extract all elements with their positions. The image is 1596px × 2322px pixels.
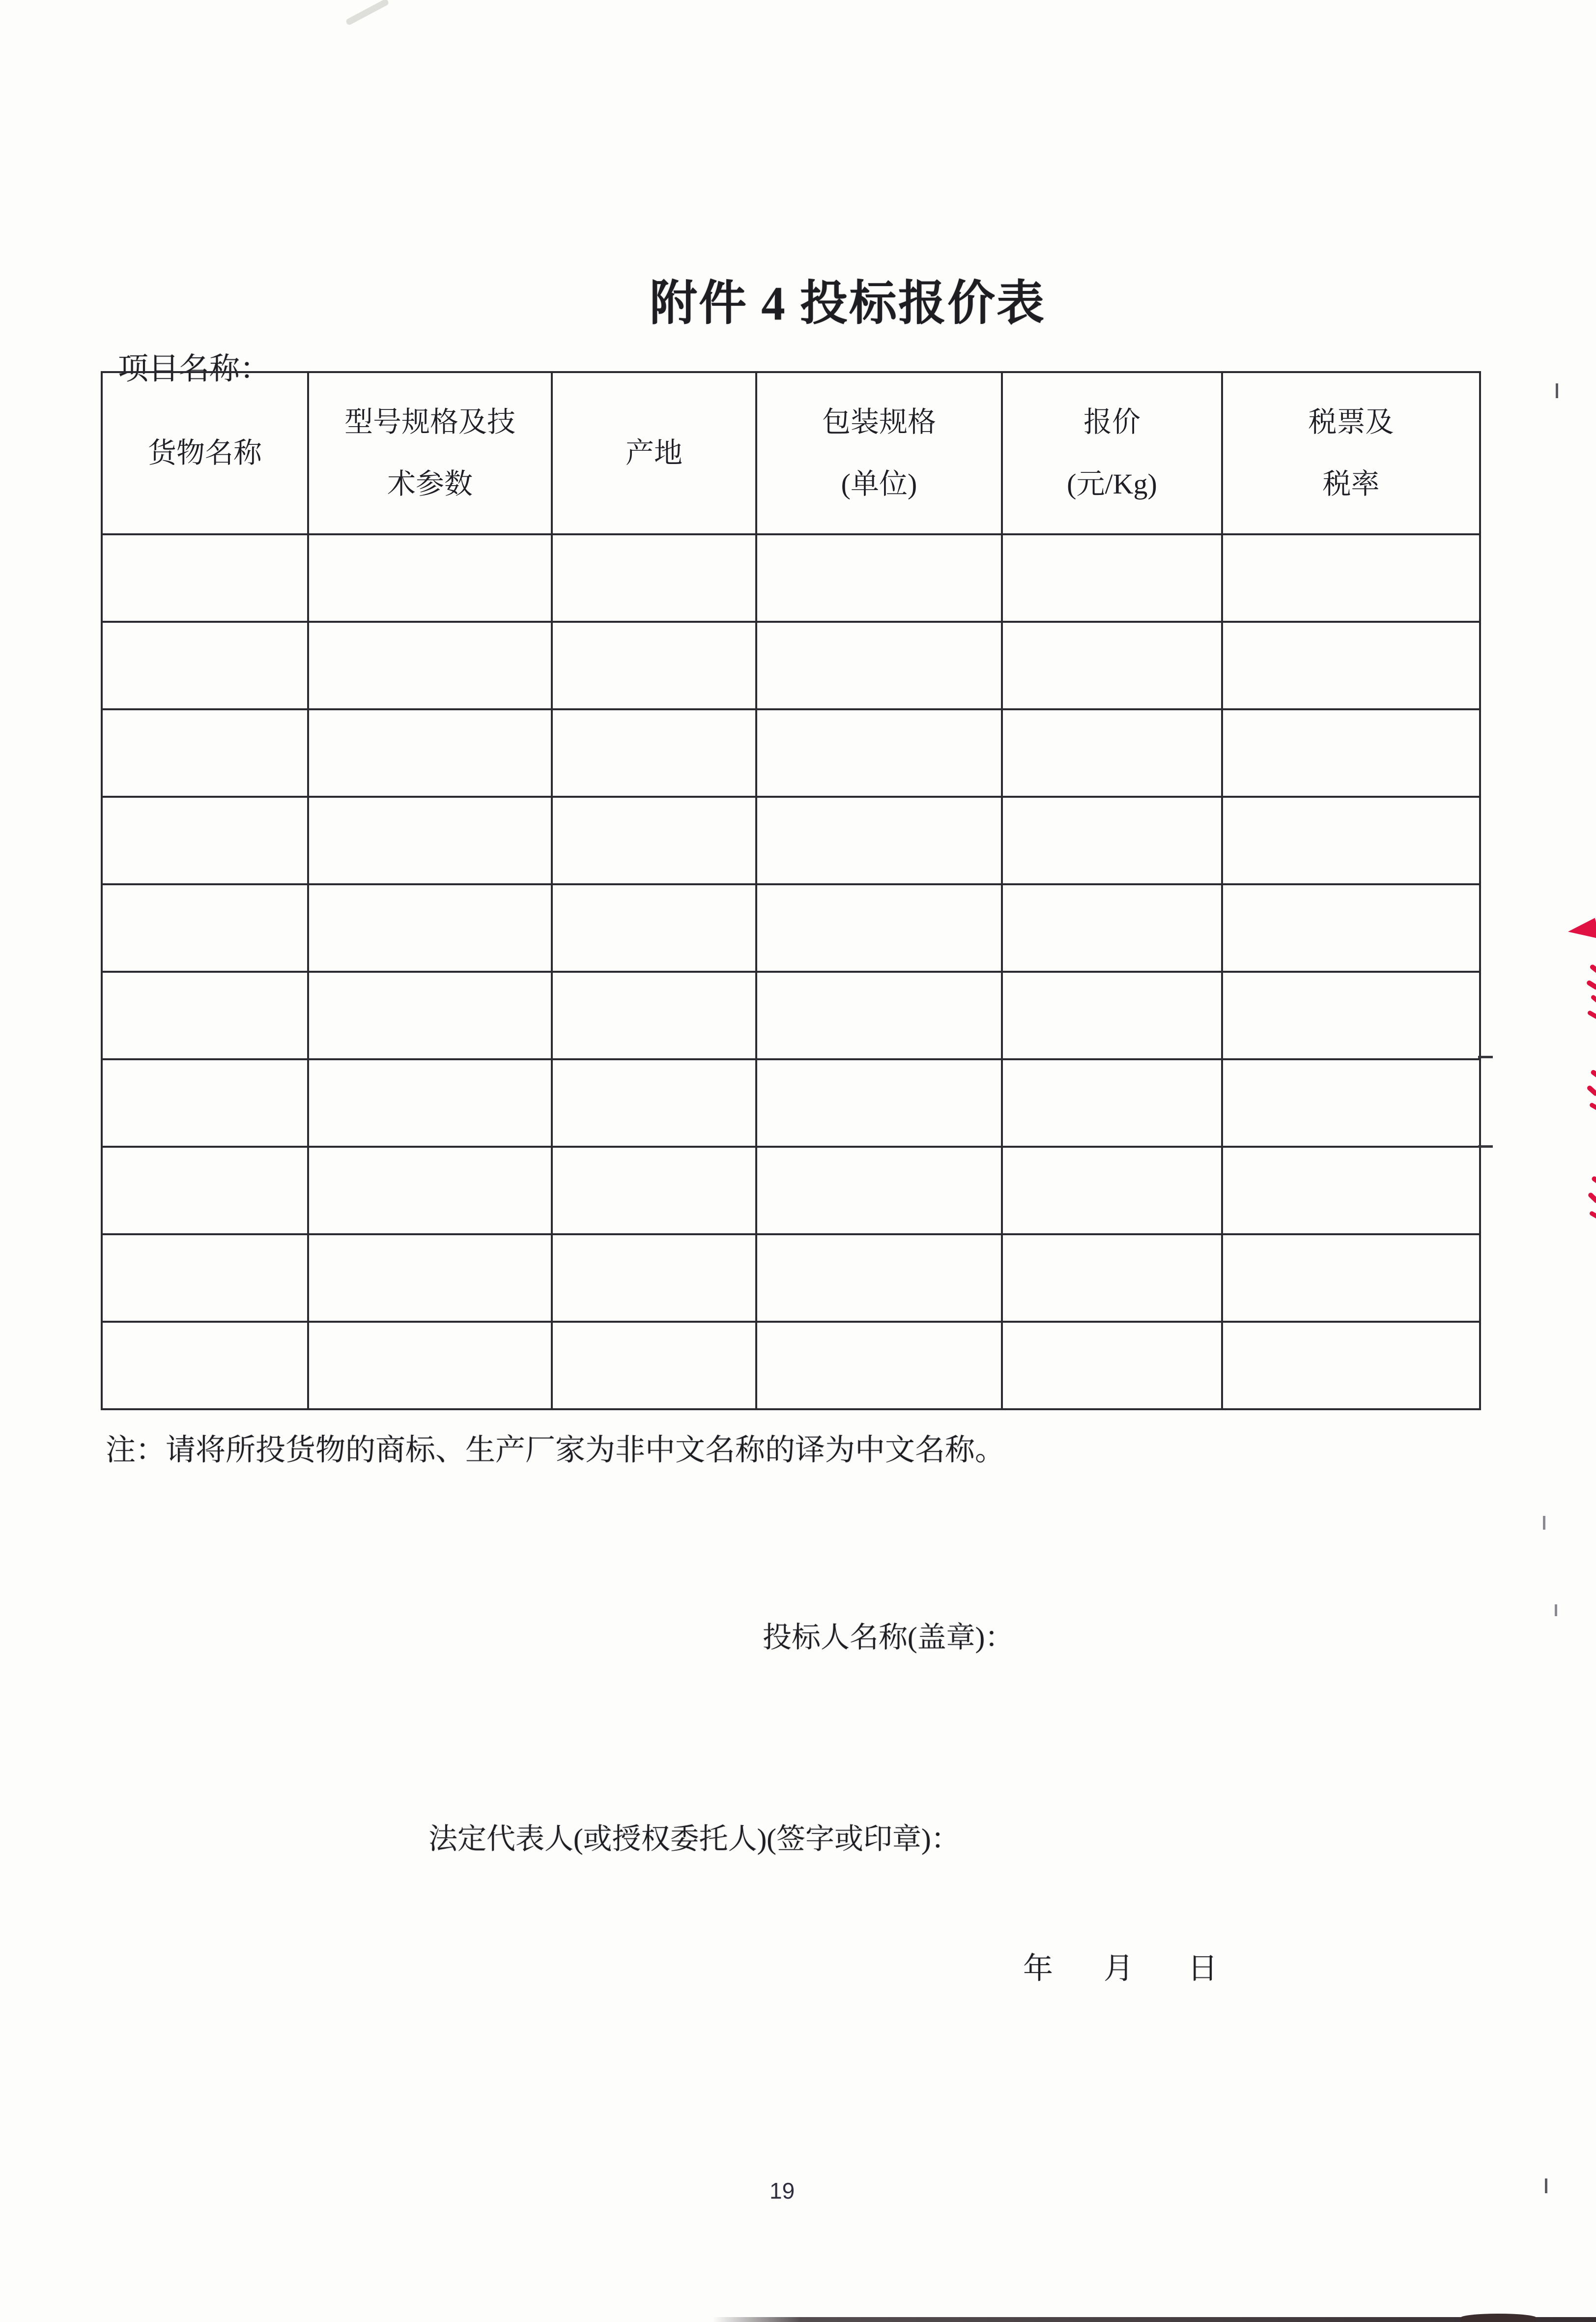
empty-cell [308, 622, 552, 709]
table-row [102, 884, 1480, 972]
red-ink-stroke [1586, 980, 1596, 990]
red-ink-stroke [1587, 1191, 1596, 1204]
legal-representative-label: 法定代表人(或授权委托人)(签字或印章)： [428, 1823, 960, 1855]
empty-cell [552, 972, 756, 1059]
empty-cell [308, 1059, 552, 1147]
empty-cell [102, 1147, 308, 1234]
empty-cell [756, 1147, 1002, 1234]
red-ink-stroke [1587, 1010, 1596, 1020]
empty-cell [1222, 884, 1480, 972]
scan-tick-artifact [1555, 1604, 1557, 1616]
table-header-packaging [756, 372, 1002, 534]
scan-bottom-edge-bump [1460, 2314, 1537, 2322]
header-line: 税票及 [1308, 406, 1394, 438]
empty-cell [552, 622, 756, 709]
empty-cell [1222, 534, 1480, 622]
date-month-label: 月 [1104, 1952, 1134, 1985]
scan-tick-artifact [1556, 383, 1558, 398]
empty-cell [756, 622, 1002, 709]
empty-cell [1222, 972, 1480, 1059]
bid-price-table [101, 371, 1481, 1410]
project-name-label: 项目名称： [118, 352, 271, 386]
empty-cell [1222, 622, 1480, 709]
empty-cell [308, 534, 552, 622]
empty-cell [102, 709, 308, 797]
table-header-goods-name [102, 372, 308, 534]
empty-cell [102, 797, 308, 884]
empty-cell [1222, 1234, 1480, 1322]
table-row [102, 622, 1480, 709]
table-header-tax [1222, 372, 1480, 534]
empty-cell [102, 1322, 308, 1409]
date-day-label: 日 [1188, 1952, 1218, 1985]
red-ink-arrow-artifact [1567, 918, 1596, 946]
empty-cell [1002, 1059, 1222, 1147]
note-text: 注：请将所投货物的商标、生产厂家为非中文名称的译为中文名称。 [106, 1434, 1005, 1467]
table-header-row [102, 372, 1480, 534]
empty-cell [308, 1322, 552, 1409]
empty-cell [756, 884, 1002, 972]
scan-tick-artifact [1545, 2178, 1547, 2193]
empty-cell [552, 1234, 756, 1322]
table-line-overhang [1478, 1145, 1493, 1148]
empty-cell [756, 709, 1002, 797]
empty-cell [1002, 1322, 1222, 1409]
empty-cell [308, 709, 552, 797]
empty-cell [308, 884, 552, 972]
empty-cell [1002, 972, 1222, 1059]
scan-smudge-artifact [345, 0, 390, 26]
empty-cell [1002, 709, 1222, 797]
empty-cell [1002, 1234, 1222, 1322]
page-title: 附件 4 投标报价表 [650, 277, 1046, 330]
empty-cell [552, 1147, 756, 1234]
red-ink-stroke [1589, 1102, 1596, 1112]
header-line: 包装规格 [822, 406, 936, 438]
date-line [1023, 1945, 1218, 1987]
empty-cell [102, 972, 308, 1059]
header-line: 型号规格及技 [344, 406, 515, 438]
red-ink-stroke [1589, 1211, 1596, 1220]
empty-cell [1222, 797, 1480, 884]
red-ink-stroke [1589, 963, 1596, 976]
table-row [102, 1147, 1480, 1234]
empty-cell [756, 534, 1002, 622]
empty-cell [1222, 709, 1480, 797]
table-line-overhang [1478, 1056, 1493, 1058]
empty-cell [308, 1234, 552, 1322]
empty-cell [552, 1322, 756, 1409]
empty-cell [102, 622, 308, 709]
empty-cell [552, 534, 756, 622]
header-line: (单位) [841, 468, 917, 500]
table-row [102, 534, 1480, 622]
bidder-name-label: 投标人名称(盖章)： [763, 1621, 1014, 1654]
empty-cell [1002, 534, 1222, 622]
empty-cell [1002, 622, 1222, 709]
empty-cell [756, 1322, 1002, 1409]
header-line: 货物名称 [147, 437, 262, 469]
empty-cell [552, 709, 756, 797]
empty-cell [756, 1234, 1002, 1322]
red-ink-stroke [1586, 1085, 1596, 1097]
page-number: 19 [770, 2178, 795, 2204]
empty-cell [552, 1059, 756, 1147]
header-line: 术参数 [387, 468, 473, 500]
empty-cell [1222, 1147, 1480, 1234]
empty-cell [1002, 797, 1222, 884]
table-header-model-specs [308, 372, 552, 534]
empty-cell [756, 1059, 1002, 1147]
empty-cell [1002, 884, 1222, 972]
red-ink-stroke [1590, 994, 1596, 1006]
scan-tick-artifact [1543, 1516, 1545, 1530]
empty-cell [102, 1059, 308, 1147]
table-row [102, 1234, 1480, 1322]
header-line: 报价 [1083, 406, 1140, 438]
table-row [102, 1322, 1480, 1409]
empty-cell [308, 797, 552, 884]
empty-cell [308, 1147, 552, 1234]
date-year-label: 年 [1023, 1952, 1054, 1985]
empty-cell [1222, 1322, 1480, 1409]
red-ink-stroke [1591, 1175, 1596, 1187]
table-row [102, 797, 1480, 884]
empty-cell [308, 972, 552, 1059]
table-header-price [1002, 372, 1222, 534]
empty-cell [552, 884, 756, 972]
empty-cell [102, 884, 308, 972]
table-header-origin [552, 372, 756, 534]
empty-cell [1002, 1147, 1222, 1234]
table-row [102, 1059, 1480, 1147]
empty-cell [756, 797, 1002, 884]
empty-cell [102, 1234, 308, 1322]
red-ink-stroke [1590, 1069, 1596, 1081]
empty-cell [102, 534, 308, 622]
table-row [102, 709, 1480, 797]
header-line: (元/Kg) [1067, 468, 1157, 500]
header-line: 产地 [625, 437, 683, 469]
empty-cell [552, 797, 756, 884]
empty-cell [756, 972, 1002, 1059]
table-row [102, 972, 1480, 1059]
header-line: 税率 [1322, 468, 1380, 500]
empty-cell [1222, 1059, 1480, 1147]
